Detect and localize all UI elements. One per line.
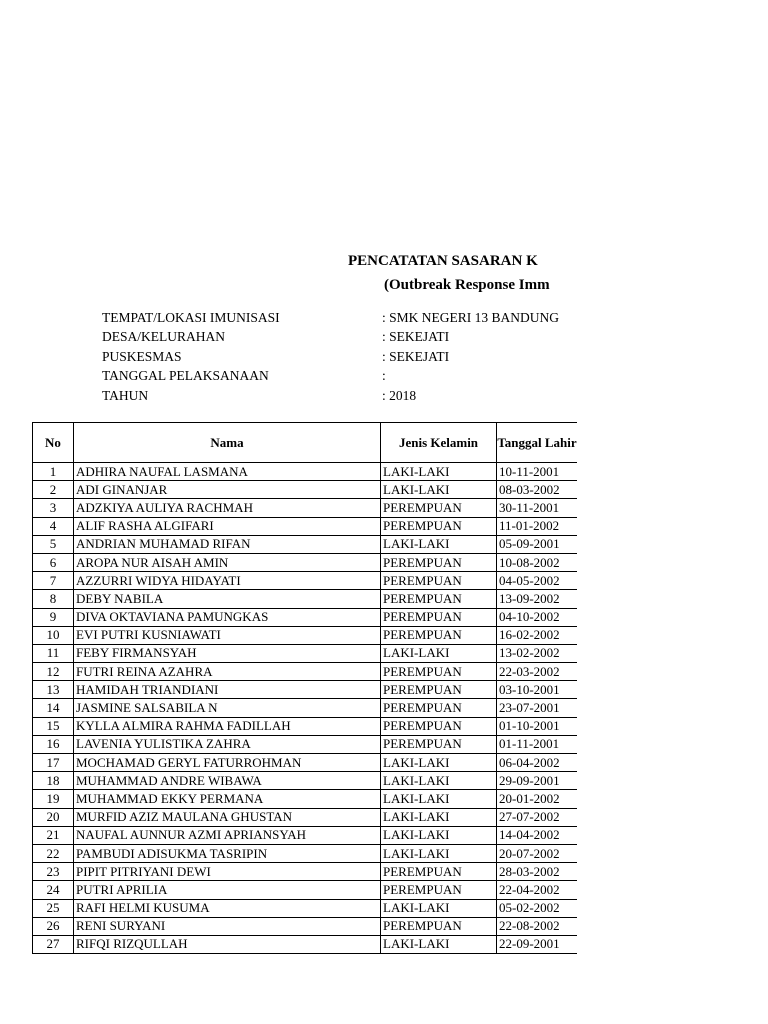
header-jenis-kelamin: Jenis Kelamin: [381, 423, 497, 463]
table-row: [33, 699, 578, 717]
row-tanggal-lahir: 10-11-2001: [497, 463, 578, 481]
row-jenis-kelamin: LAKI-LAKI: [381, 772, 497, 790]
row-jenis-kelamin: LAKI-LAKI: [381, 899, 497, 917]
row-tanggal-lahir: 20-07-2002: [497, 844, 578, 862]
row-tanggal-lahir: 13-09-2002: [497, 590, 578, 608]
row-jenis-kelamin: LAKI-LAKI: [381, 826, 497, 844]
row-jenis-kelamin: LAKI-LAKI: [381, 535, 497, 553]
row-nama: RENI SURYANI: [74, 917, 381, 935]
row-no: 20: [33, 808, 74, 826]
row-tanggal-lahir: 06-04-2002: [497, 754, 578, 772]
desa-label: DESA/KELURAHAN: [102, 329, 225, 344]
table-row: [33, 826, 578, 844]
table-row: [33, 572, 578, 590]
row-jenis-kelamin: PEREMPUAN: [381, 699, 497, 717]
row-jenis-kelamin: LAKI-LAKI: [381, 790, 497, 808]
row-tanggal-lahir: 08-03-2002: [497, 481, 578, 499]
tahun-value: : 2018: [382, 388, 417, 403]
row-no: 26: [33, 917, 74, 935]
puskesmas-value: : SEKEJATI: [382, 349, 450, 364]
row-tanggal-lahir: 05-02-2002: [497, 899, 578, 917]
table-row: [33, 772, 578, 790]
row-no: 15: [33, 717, 74, 735]
row-nama: PIPIT PITRIYANI DEWI: [74, 863, 381, 881]
row-nama: RIFQI RIZQULLAH: [74, 935, 381, 953]
row-no: 22: [33, 844, 74, 862]
row-tanggal-lahir: 04-05-2002: [497, 572, 578, 590]
row-no: 16: [33, 735, 74, 753]
row-nama: AROPA NUR AISAH AMIN: [74, 553, 381, 571]
row-nama: MUHAMMAD ANDRE WIBAWA: [74, 772, 381, 790]
row-tanggal-lahir: 14-04-2002: [497, 826, 578, 844]
row-nama: NAUFAL AUNNUR AZMI APRIANSYAH: [74, 826, 381, 844]
row-no: 6: [33, 553, 74, 571]
row-no: 18: [33, 772, 74, 790]
row-no: 25: [33, 899, 74, 917]
row-nama: KYLLA ALMIRA RAHMA FADILLAH: [74, 717, 381, 735]
lokasi-label: TEMPAT/LOKASI IMUNISASI: [102, 310, 280, 325]
row-no: 4: [33, 517, 74, 535]
table-row: [33, 881, 578, 899]
row-jenis-kelamin: LAKI-LAKI: [381, 844, 497, 862]
row-tanggal-lahir: 13-02-2002: [497, 644, 578, 662]
table-row: [33, 735, 578, 753]
row-no: 17: [33, 754, 74, 772]
row-tanggal-lahir: 30-11-2001: [497, 499, 578, 517]
table-row: [33, 499, 578, 517]
table-row: [33, 553, 578, 571]
row-nama: MURFID AZIZ MAULANA GHUSTAN: [74, 808, 381, 826]
row-tanggal-lahir: 05-09-2001: [497, 535, 578, 553]
row-nama: RAFI HELMI KUSUMA: [74, 899, 381, 917]
table-row: [33, 608, 578, 626]
row-nama: FUTRI REINA AZAHRA: [74, 663, 381, 681]
table-row: [33, 681, 578, 699]
row-tanggal-lahir: 28-03-2002: [497, 863, 578, 881]
row-no: 13: [33, 681, 74, 699]
sasaran-table: [32, 422, 577, 954]
row-jenis-kelamin: PEREMPUAN: [381, 499, 497, 517]
table-row: [33, 935, 578, 953]
desa-value: : SEKEJATI: [382, 329, 450, 344]
puskesmas-label: PUSKESMAS: [102, 349, 182, 364]
table-row: [33, 644, 578, 662]
row-jenis-kelamin: PEREMPUAN: [381, 681, 497, 699]
row-no: 7: [33, 572, 74, 590]
row-no: 11: [33, 644, 74, 662]
row-tanggal-lahir: 22-09-2001: [497, 935, 578, 953]
row-jenis-kelamin: LAKI-LAKI: [381, 463, 497, 481]
row-nama: AZZURRI WIDYA HIDAYATI: [74, 572, 381, 590]
row-no: 10: [33, 626, 74, 644]
row-no: 23: [33, 863, 74, 881]
table-row: [33, 790, 578, 808]
row-no: 14: [33, 699, 74, 717]
row-tanggal-lahir: 11-01-2002: [497, 517, 578, 535]
row-jenis-kelamin: LAKI-LAKI: [381, 935, 497, 953]
table-row: [33, 917, 578, 935]
row-jenis-kelamin: PEREMPUAN: [381, 517, 497, 535]
row-no: 5: [33, 535, 74, 553]
row-jenis-kelamin: PEREMPUAN: [381, 735, 497, 753]
row-nama: HAMIDAH TRIANDIANI: [74, 681, 381, 699]
row-tanggal-lahir: 03-10-2001: [497, 681, 578, 699]
row-nama: JASMINE SALSABILA N: [74, 699, 381, 717]
row-nama: ADHIRA NAUFAL LASMANA: [74, 463, 381, 481]
row-nama: PUTRI APRILIA: [74, 881, 381, 899]
row-nama: EVI PUTRI KUSNIAWATI: [74, 626, 381, 644]
row-tanggal-lahir: 01-11-2001: [497, 735, 578, 753]
table-row: [33, 808, 578, 826]
row-jenis-kelamin: PEREMPUAN: [381, 717, 497, 735]
row-nama: MUHAMMAD EKKY PERMANA: [74, 790, 381, 808]
row-jenis-kelamin: PEREMPUAN: [381, 590, 497, 608]
row-no: 3: [33, 499, 74, 517]
table-row: [33, 590, 578, 608]
row-tanggal-lahir: 01-10-2001: [497, 717, 578, 735]
row-no: 12: [33, 663, 74, 681]
row-jenis-kelamin: PEREMPUAN: [381, 572, 497, 590]
table-row: [33, 844, 578, 862]
row-tanggal-lahir: 16-02-2002: [497, 626, 578, 644]
table-row: [33, 899, 578, 917]
table-row: [33, 863, 578, 881]
table-row: [33, 481, 578, 499]
row-tanggal-lahir: 23-07-2001: [497, 699, 578, 717]
row-jenis-kelamin: LAKI-LAKI: [381, 481, 497, 499]
table-row: [33, 754, 578, 772]
row-no: 2: [33, 481, 74, 499]
row-nama: DEBY NABILA: [74, 590, 381, 608]
row-jenis-kelamin: PEREMPUAN: [381, 626, 497, 644]
row-tanggal-lahir: 22-04-2002: [497, 881, 578, 899]
header-tanggal-lahir: Tanggal Lahir: [497, 423, 578, 463]
row-tanggal-lahir: 22-03-2002: [497, 663, 578, 681]
row-nama: ADZKIYA AULIYA RACHMAH: [74, 499, 381, 517]
tanggal-pelaksanaan-label: TANGGAL PELAKSANAAN: [102, 368, 269, 383]
row-tanggal-lahir: 27-07-2002: [497, 808, 578, 826]
row-jenis-kelamin: LAKI-LAKI: [381, 644, 497, 662]
row-jenis-kelamin: PEREMPUAN: [381, 917, 497, 935]
table-row: [33, 463, 578, 481]
row-nama: DIVA OKTAVIANA PAMUNGKAS: [74, 608, 381, 626]
row-tanggal-lahir: 22-08-2002: [497, 917, 578, 935]
table-header-row: [33, 423, 578, 463]
table-row: [33, 517, 578, 535]
table-row: [33, 717, 578, 735]
document-title: PENCATATAN SASARAN K: [348, 253, 538, 269]
row-jenis-kelamin: PEREMPUAN: [381, 553, 497, 571]
row-jenis-kelamin: LAKI-LAKI: [381, 754, 497, 772]
row-jenis-kelamin: LAKI-LAKI: [381, 808, 497, 826]
row-tanggal-lahir: 20-01-2002: [497, 790, 578, 808]
lokasi-value: : SMK NEGERI 13 BANDUNG: [382, 310, 560, 325]
row-no: 1: [33, 463, 74, 481]
row-tanggal-lahir: 04-10-2002: [497, 608, 578, 626]
row-tanggal-lahir: 10-08-2002: [497, 553, 578, 571]
row-nama: LAVENIA YULISTIKA ZAHRA: [74, 735, 381, 753]
row-no: 24: [33, 881, 74, 899]
row-no: 21: [33, 826, 74, 844]
row-jenis-kelamin: PEREMPUAN: [381, 863, 497, 881]
tahun-label: TAHUN: [102, 388, 149, 403]
row-nama: ALIF RASHA ALGIFARI: [74, 517, 381, 535]
tanggal-pelaksanaan-value: :: [382, 368, 386, 383]
row-nama: FEBY FIRMANSYAH: [74, 644, 381, 662]
row-no: 9: [33, 608, 74, 626]
document-subtitle: (Outbreak Response Imm: [384, 277, 550, 293]
table-row: [33, 535, 578, 553]
row-jenis-kelamin: PEREMPUAN: [381, 881, 497, 899]
row-nama: MOCHAMAD GERYL FATURROHMAN: [74, 754, 381, 772]
row-jenis-kelamin: PEREMPUAN: [381, 608, 497, 626]
row-no: 8: [33, 590, 74, 608]
table-row: [33, 626, 578, 644]
row-nama: ADI GINANJAR: [74, 481, 381, 499]
row-nama: ANDRIAN MUHAMAD RIFAN: [74, 535, 381, 553]
row-no: 19: [33, 790, 74, 808]
row-tanggal-lahir: 29-09-2001: [497, 772, 578, 790]
header-nama: Nama: [74, 423, 381, 463]
row-nama: PAMBUDI ADISUKMA TASRIPIN: [74, 844, 381, 862]
table-row: [33, 663, 578, 681]
row-no: 27: [33, 935, 74, 953]
row-jenis-kelamin: PEREMPUAN: [381, 663, 497, 681]
header-no: No: [33, 423, 74, 463]
